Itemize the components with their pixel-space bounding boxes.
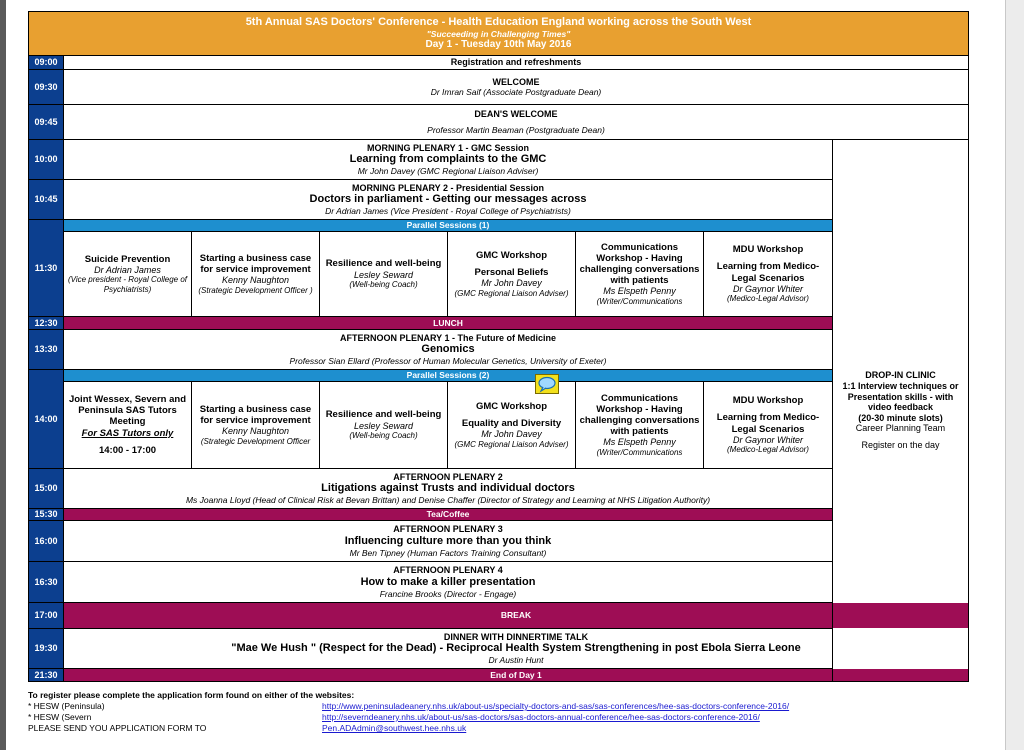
registration-text: Registration and refreshments <box>450 57 582 68</box>
session-speaker: Lesley Seward <box>353 269 414 280</box>
programme-header <box>29 12 969 56</box>
row-1130 <box>29 232 969 317</box>
time-cell: 10:00 <box>29 140 64 180</box>
session-note: For SAS Tutors only <box>81 427 174 439</box>
session-heading: AFTERNOON PLENARY 4 <box>393 565 503 576</box>
footer-peninsula-row <box>28 701 968 712</box>
time-cell: 09:45 <box>29 105 64 140</box>
welcome-cell <box>64 70 969 105</box>
time-cell: 12:30 <box>29 317 64 330</box>
time-cell: 19:30 <box>29 629 64 669</box>
session-role: (Well-being Coach) <box>349 280 418 290</box>
afternoon-plenary-2-cell <box>64 469 833 509</box>
session-speaker: Lesley Seward <box>353 420 414 431</box>
break-bar: BREAK <box>64 603 969 629</box>
speech-bubble-icon[interactable] <box>535 374 559 394</box>
dropin-register: Register on the day <box>861 440 940 451</box>
time-cell: 17:00 <box>29 603 64 629</box>
footer-intro-row <box>28 690 968 701</box>
time-cell: 15:00 <box>29 469 64 509</box>
parallel-2-session-1 <box>64 382 192 469</box>
session-heading: MORNING PLENARY 1 - GMC Session <box>366 142 530 153</box>
conference-day: Day 1 - Tuesday 10th May 2016 <box>425 39 572 51</box>
row-1630 <box>29 562 969 603</box>
session-heading: AFTERNOON PLENARY 1 - The Future of Medicine <box>339 332 556 343</box>
session-title: Resilience and well-being <box>325 409 442 421</box>
row-1700 <box>29 603 969 629</box>
session-speaker: Mr John Davey <box>481 278 542 289</box>
row-parallel-1-bar <box>29 220 969 232</box>
row-0900 <box>29 56 969 70</box>
parallel-2-session-4 <box>448 382 576 469</box>
morning-plenary-2-cell <box>64 180 833 220</box>
session-title: Genomics <box>421 343 475 356</box>
parallel-1-session-2 <box>192 232 320 317</box>
session-title: Litigations against Trusts and individual doctors <box>321 482 575 495</box>
footer-severn-row <box>28 712 968 723</box>
session-title: WELCOME <box>492 76 540 87</box>
session-speaker: Dr Imran Saif (Associate Postgraduate Dean) <box>430 87 602 98</box>
time-cell: 11:30 <box>29 220 64 317</box>
session-role: (Strategic Development Officer <box>200 436 311 446</box>
parallel-1-session-6 <box>704 232 833 317</box>
morning-plenary-1-cell <box>64 140 833 180</box>
session-subtitle: Personal Beliefs <box>474 266 549 278</box>
footer-intro: To register please complete the application form found on either of the websites: <box>28 690 355 700</box>
parallel-sessions-1-bar: Parallel Sessions (1) <box>64 220 833 232</box>
parallel-1-session-3 <box>320 232 448 317</box>
session-speaker: Professor Sian Ellard (Professor of Human Molecular Genetics, University of Exeter) <box>289 356 607 367</box>
dropin-team: Career Planning Team <box>855 423 946 434</box>
dropin-slots: (20-30 minute slots) <box>858 412 943 423</box>
parallel-2-session-5 <box>576 382 704 469</box>
registration-footer <box>28 690 968 734</box>
session-role: (Writer/Communications <box>596 447 683 457</box>
drop-in-clinic-cell <box>833 140 969 682</box>
session-speaker: Mr John Davey (GMC Regional Liaison Adviser) <box>357 166 539 177</box>
row-parallel-2-bar <box>29 370 969 382</box>
time-cell: 09:30 <box>29 70 64 105</box>
session-role: (Medico-Legal Advisor) <box>727 294 809 304</box>
session-times: 14:00 - 17:00 <box>98 444 157 456</box>
session-heading: AFTERNOON PLENARY 3 <box>393 524 503 535</box>
session-speaker: Ms Joanna Lloyd (Head of Clinical Risk at Bevan Brittan) and Denise Chaffer (Director of Strategy and Learning at NHS Litigation Authority) <box>185 495 711 506</box>
session-speaker: Dr Austin Hunt <box>488 655 544 666</box>
tea-coffee-bar: Tea/Coffee <box>64 509 833 521</box>
session-title: Starting a business case for service improvement <box>199 403 312 426</box>
session-subtitle: Equality and Diversity <box>461 417 562 429</box>
session-heading: MORNING PLENARY 2 - Presidential Session <box>351 182 545 193</box>
session-title: Doctors in parliament - Getting our messages across <box>309 193 587 206</box>
time-cell: 14:00 <box>29 370 64 469</box>
dinner-talk-cell <box>64 629 969 669</box>
header-row <box>29 12 969 56</box>
session-role: (GMC Regional Liaison Adviser) <box>454 288 569 298</box>
time-cell: 16:00 <box>29 521 64 562</box>
row-2130 <box>29 669 969 682</box>
session-title: Communications Workshop - Having challenging conversations with patients <box>579 241 700 287</box>
session-title: GMC Workshop <box>475 249 548 261</box>
session-role: (Writer/Communications <box>596 296 683 306</box>
session-title: MDU Workshop <box>732 244 804 256</box>
session-title: Starting a business case for service improvement <box>199 252 312 275</box>
afternoon-plenary-1-cell <box>64 330 833 370</box>
session-role: (Vice president - Royal College of Psychiatrists) <box>67 275 188 294</box>
scrollbar[interactable] <box>1005 0 1024 750</box>
conference-programme-table <box>28 11 969 682</box>
speech-bubble-icon-graphic <box>536 375 558 393</box>
parallel-2-session-6 <box>704 382 833 469</box>
afternoon-plenary-3-cell <box>64 521 833 562</box>
session-role: (Well-being Coach) <box>349 431 418 441</box>
lunch-bar: LUNCH <box>64 317 833 330</box>
session-title: DEAN'S WELCOME <box>474 108 558 119</box>
footer-severn-label: * HESW (Severn <box>28 712 92 722</box>
row-1230 <box>29 317 969 330</box>
time-cell: 09:00 <box>29 56 64 70</box>
row-1045 <box>29 180 969 220</box>
application-email-link[interactable]: Pen.ADAdmin@southwest.hee.nhs.uk <box>322 723 467 733</box>
footer-email-row <box>28 723 968 734</box>
conference-subtitle: "Succeeding in Challenging Times" <box>426 29 571 40</box>
row-1530 <box>29 509 969 521</box>
session-title: Joint Wessex, Severn and Peninsula SAS Tutors Meeting <box>68 393 187 428</box>
session-speaker: Dr Gaynor Whiter <box>732 283 803 294</box>
session-speaker: Mr Ben Tipney (Human Factors Training Consultant) <box>349 547 547 558</box>
session-title: Suicide Prevention <box>84 253 171 265</box>
row-1000 <box>29 140 969 180</box>
session-heading: DINNER WITH DINNERTIME TALK <box>443 631 589 642</box>
session-title: Learning from complaints to the GMC <box>349 153 547 166</box>
session-title: Resilience and well-being <box>325 258 442 270</box>
parallel-sessions-2-bar: Parallel Sessions (2) <box>64 370 833 382</box>
session-title: MDU Workshop <box>732 395 804 407</box>
session-title: How to make a killer presentation <box>360 575 536 588</box>
peninsula-link[interactable]: http://www.peninsuladeanery.nhs.uk/about-us/specialty-doctors-and-sas/sas-conferences/hee-sas-doctors-conference-2016/ <box>322 701 790 711</box>
footer-email-label: PLEASE SEND YOU APPLICATION FORM TO <box>28 723 207 733</box>
time-cell: 15:30 <box>29 509 64 521</box>
session-heading: AFTERNOON PLENARY 2 <box>393 471 503 482</box>
session-role: (Medico-Legal Advisor) <box>727 445 809 455</box>
time-cell: 16:30 <box>29 562 64 603</box>
conference-title: 5th Annual SAS Doctors' Conference - Health Education England working across the South West <box>245 16 752 29</box>
parallel-2-session-2 <box>192 382 320 469</box>
session-speaker: Dr Adrian James <box>94 264 161 275</box>
row-1330 <box>29 330 969 370</box>
session-title: GMC Workshop <box>475 400 548 412</box>
session-speaker: Ms Elspeth Penny <box>603 286 676 297</box>
session-speaker: Dr Adrian James (Vice President - Royal College of Psychiatrists) <box>325 206 571 217</box>
row-0945 <box>29 105 969 140</box>
time-cell: 10:45 <box>29 180 64 220</box>
row-1500 <box>29 469 969 509</box>
parallel-1-session-4 <box>448 232 576 317</box>
deans-welcome-cell <box>64 105 969 140</box>
dropin-description: 1:1 Interview techniques or Presentation skills - with video feedback <box>842 380 959 413</box>
afternoon-plenary-4-cell <box>64 562 833 603</box>
session-speaker: Professor Martin Beaman (Postgraduate Dean) <box>427 125 605 136</box>
session-title: Communications Workshop - Having challenging conversations with patients <box>579 392 700 438</box>
session-speaker: Kenny Naughton <box>221 426 290 437</box>
session-title: Influencing culture more than you think <box>344 534 552 547</box>
registration-cell <box>64 56 969 70</box>
session-subtitle: Learning from Medico-Legal Scenarios <box>716 261 820 284</box>
dropin-title: DROP-IN CLINIC <box>865 370 936 381</box>
time-cell: 13:30 <box>29 330 64 370</box>
session-speaker: Kenny Naughton <box>221 275 290 286</box>
time-cell: 21:30 <box>29 669 64 682</box>
parallel-1-session-1 <box>64 232 192 317</box>
footer-peninsula-label: * HESW (Peninsula) <box>28 701 105 711</box>
session-role: (GMC Regional Liaison Adviser) <box>454 439 569 449</box>
session-title: "Mae We Hush " (Respect for the Dead) - Reciprocal Health System Strengthening in post Ebola Sierra Leone <box>231 642 801 655</box>
parallel-2-session-3 <box>320 382 448 469</box>
row-1930 <box>29 629 969 669</box>
row-1400 <box>29 382 969 469</box>
session-speaker: Dr Gaynor Whiter <box>732 434 803 445</box>
session-speaker: Francine Brooks (Director - Engage) <box>379 588 517 599</box>
session-speaker: Ms Elspeth Penny <box>603 437 676 448</box>
left-window-edge <box>0 0 6 750</box>
session-role: (Strategic Development Officer ) <box>198 285 313 295</box>
parallel-1-session-5 <box>576 232 704 317</box>
session-subtitle: Learning from Medico-Legal Scenarios <box>716 412 820 435</box>
row-0930 <box>29 70 969 105</box>
severn-link[interactable]: http://severndeanery.nhs.uk/about-us/sas-doctors/sas-doctors-annual-conference/hee-sas-doctors-conference-2016/ <box>322 712 760 722</box>
row-1600 <box>29 521 969 562</box>
end-of-day-bar: End of Day 1 <box>64 669 969 682</box>
session-speaker: Mr John Davey <box>481 429 542 440</box>
